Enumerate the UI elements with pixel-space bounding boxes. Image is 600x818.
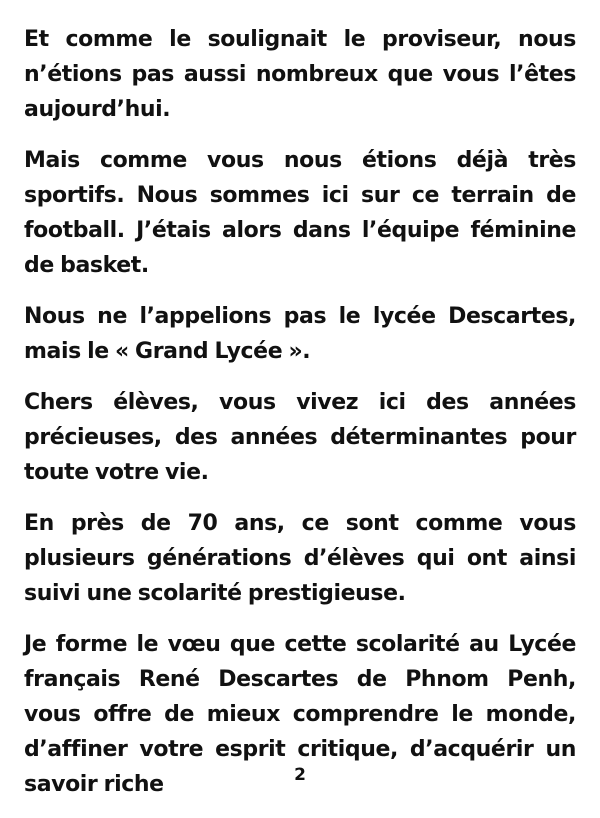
paragraph-4: Chers élèves, vous vivez ici des années précieuses, des années déterminantes pour toute votre vie. [24,390,576,485]
paragraph-1: Et comme le soulignait le proviseur, nous n’étions pas aussi nombreux que vous l’êtes aujourd’hui. [24,27,576,122]
document-page [24,22,576,818]
page-number: 2 [294,765,306,785]
paragraph-5: En près de 70 ans, ce sont comme vous plusieurs générations d’élèves qui ont ainsi suivi une scolarité prestigieuse. [24,511,576,606]
paragraph-3: Nous ne l’appelions pas le lycée Descartes, mais le « Grand Lycée ». [24,304,576,364]
paragraph-6: Je forme le vœu que cette scolarité au Lycée français René Descartes de Phnom Penh, vous offre de mieux comprendre le monde, d’affiner votre esprit critique, d’acquérir un savoir riche [24,632,576,797]
paragraph-2: Mais comme vous nous étions déjà très sportifs. Nous sommes ici sur ce terrain de football. J’étais alors dans l’équipe féminine de basket. [24,148,576,278]
